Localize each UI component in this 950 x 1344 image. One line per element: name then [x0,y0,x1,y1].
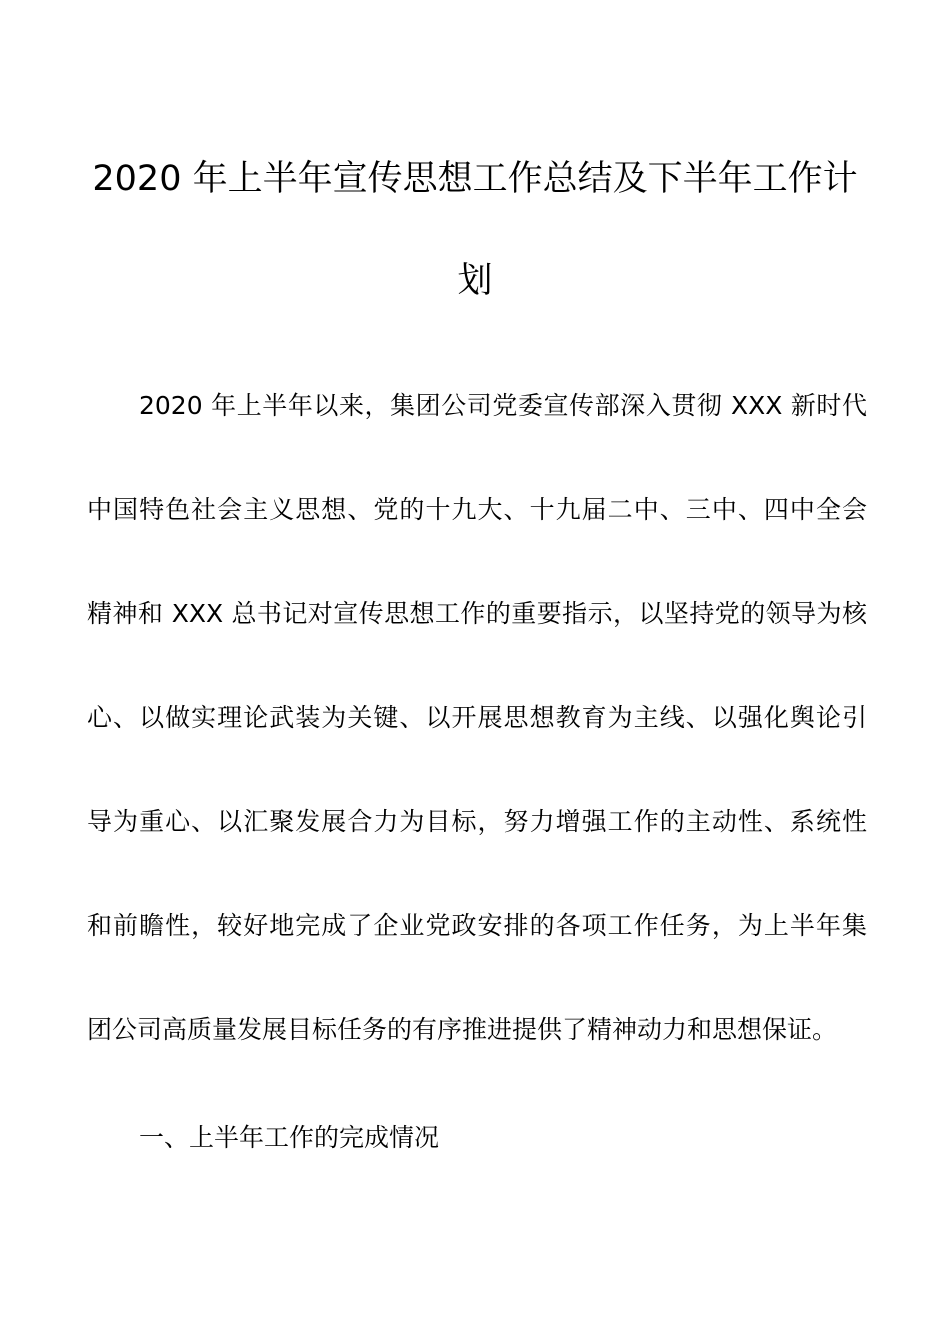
section-heading: 一、上半年工作的完成情况 [139,1123,440,1152]
document-title-line-1: 2020 年上半年宣传思想工作总结及下半年工作计 [92,159,858,199]
paragraph-line-4: 心、以做实理论武装为关键、以开展思想教育为主线、以强化舆论引 [87,703,867,732]
paragraph-line-5: 导为重心、以汇聚发展合力为目标，努力增强工作的主动性、系统性 [87,807,867,836]
paragraph-line-2: 中国特色社会主义思想、党的十九大、十九届二中、三中、四中全会 [87,495,867,524]
paragraph-line-3: 精神和 XXX 总书记对宣传思想工作的重要指示，以坚持党的领导为核 [87,599,867,628]
paragraph-line-1: 2020 年上半年以来，集团公司党委宣传部深入贯彻 XXX 新时代 [139,391,867,420]
paragraph-line-7: 团公司高质量发展目标任务的有序推进提供了精神动力和思想保证。 [87,1015,838,1044]
document-title-line-2: 划 [457,261,493,301]
paragraph-line-6: 和前瞻性，较好地完成了企业党政安排的各项工作任务，为上半年集 [87,911,867,940]
